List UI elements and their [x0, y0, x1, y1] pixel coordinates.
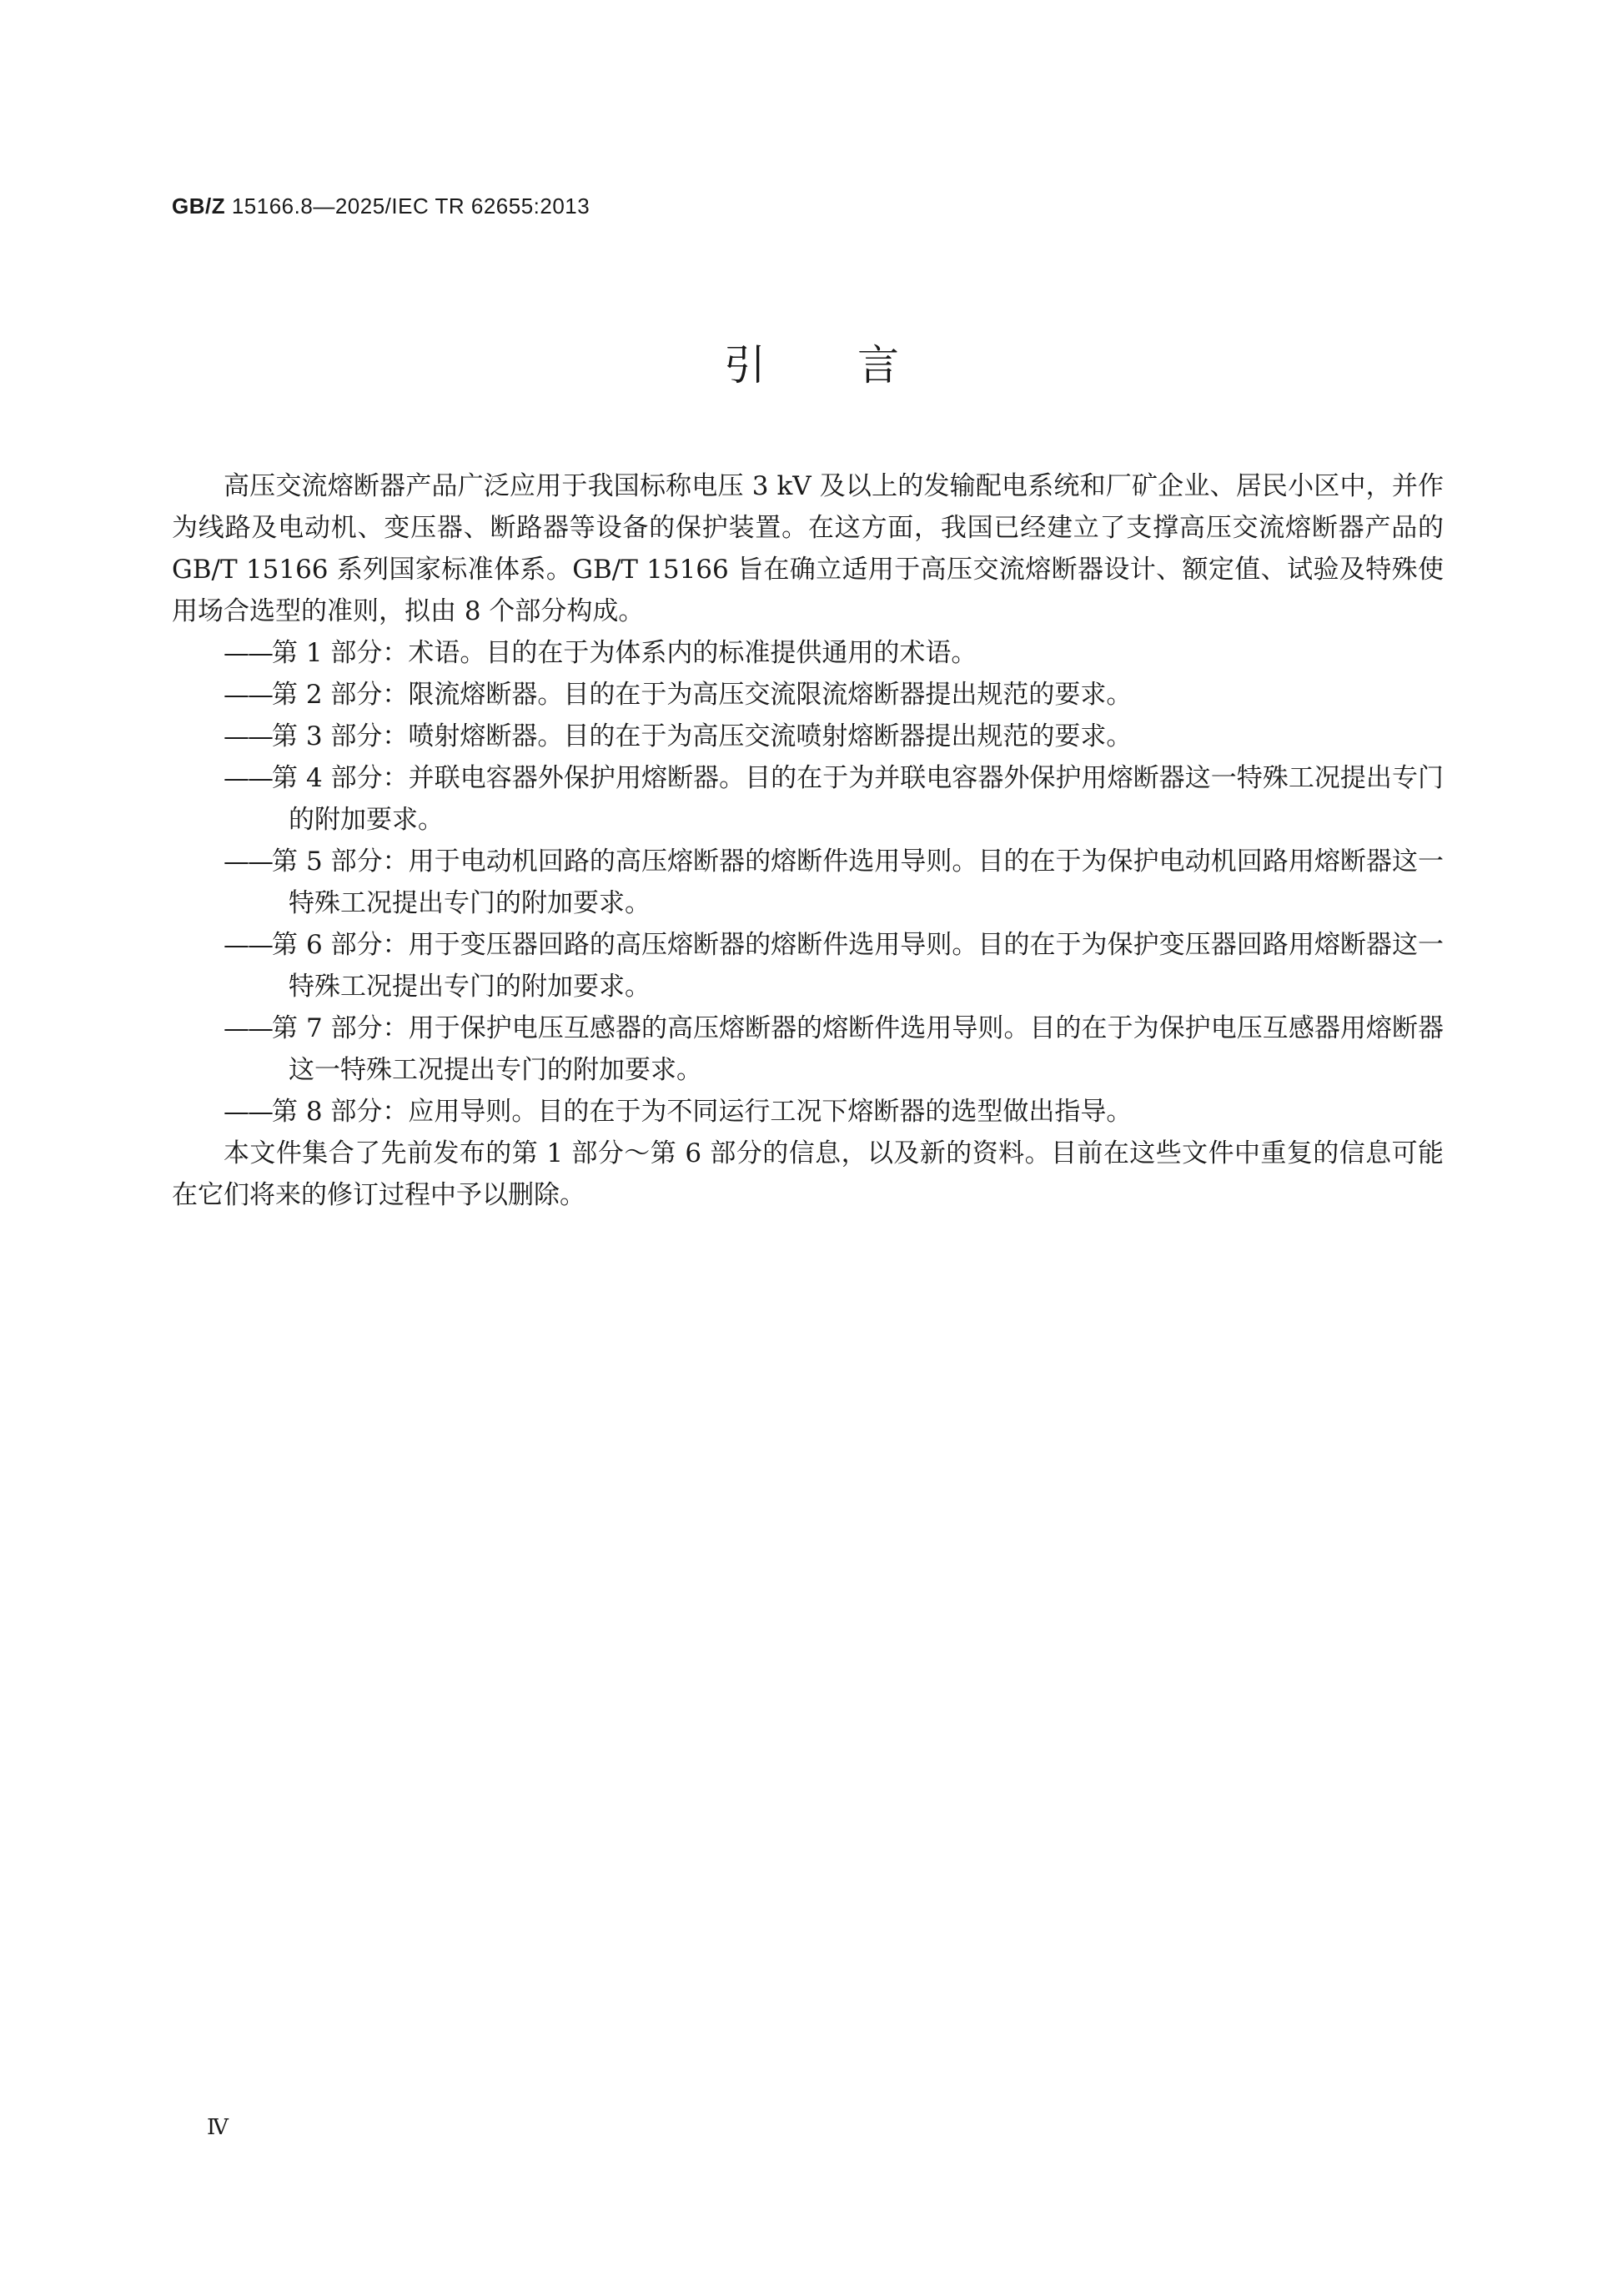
part-list-item — [172, 716, 1444, 757]
standard-code-prefix: GB/Z — [172, 193, 226, 219]
part-list-text: 第 2 部分：限流熔断器。目的在于为高压交流限流熔断器提出规范的要求。 — [272, 680, 1133, 710]
list-dash: —— — [224, 763, 272, 793]
document-header — [172, 193, 590, 219]
part-list-item — [172, 632, 1444, 674]
list-dash: —— — [224, 638, 272, 668]
part-list-text: 第 7 部分：用于保护电压互感器的高压熔断器的熔断件选用导则。目的在于为保护电压互感器用熔断器这一特殊工况提出专门的附加要求。 — [272, 1013, 1444, 1085]
intro-paragraph: 高压交流熔断器产品广泛应用于我国标称电压 3 kV 及以上的发输配电系统和厂矿企业、居民小区中，并作为线路及电动机、变压器、断路器等设备的保护装置。在这方面，我国已经建立了支撑高压交流熔断器产品的 GB/T 15166 系列国家标准体系。GB/T 15166 旨在确立适用于高压交流熔断器设计、额定值、试验及特殊使用场合选型的准则，拟由 8 个部分构成。 — [172, 471, 1444, 626]
list-dash: —— — [224, 1013, 272, 1043]
part-list-text: 第 5 部分：用于电动机回路的高压熔断器的熔断件选用导则。目的在于为保护电动机回路用熔断器这一特殊工况提出专门的附加要求。 — [272, 847, 1444, 918]
part-list-text: 第 1 部分：术语。目的在于为体系内的标准提供通用的术语。 — [272, 638, 977, 668]
part-list-text: 第 8 部分：应用导则。目的在于为不同运行工况下熔断器的选型做出指导。 — [272, 1097, 1133, 1127]
list-dash: —— — [224, 1097, 272, 1127]
section-title: 引言 — [724, 341, 991, 389]
closing-paragraph: 本文件集合了先前发布的第 1 部分～第 6 部分的信息，以及新的资料。目前在这些文件中重复的信息可能在它们将来的修订过程中予以删除。 — [172, 1138, 1444, 1210]
part-list-item — [172, 1007, 1444, 1091]
list-dash: —— — [224, 847, 272, 877]
standard-code-number: 15166.8—2025/IEC TR 62655:2013 — [231, 193, 590, 219]
list-dash: —— — [224, 930, 272, 960]
part-list-item — [172, 924, 1444, 1007]
part-list-item — [172, 674, 1444, 716]
page-number: Ⅳ — [207, 2115, 229, 2139]
list-dash: —— — [224, 721, 272, 751]
part-list-text: 第 6 部分：用于变压器回路的高压熔断器的熔断件选用导则。目的在于为保护变压器回路用熔断器这一特殊工况提出专门的附加要求。 — [272, 930, 1444, 1002]
part-list-item — [172, 757, 1444, 841]
part-list-text: 第 4 部分：并联电容器外保护用熔断器。目的在于为并联电容器外保护用熔断器这一特殊工况提出专门的附加要求。 — [272, 763, 1444, 835]
part-list-item — [172, 841, 1444, 924]
part-list-item — [172, 1091, 1444, 1133]
document-body — [172, 465, 1444, 1216]
list-dash: —— — [224, 680, 272, 710]
part-list-text: 第 3 部分：喷射熔断器。目的在于为高压交流喷射熔断器提出规范的要求。 — [272, 721, 1133, 751]
